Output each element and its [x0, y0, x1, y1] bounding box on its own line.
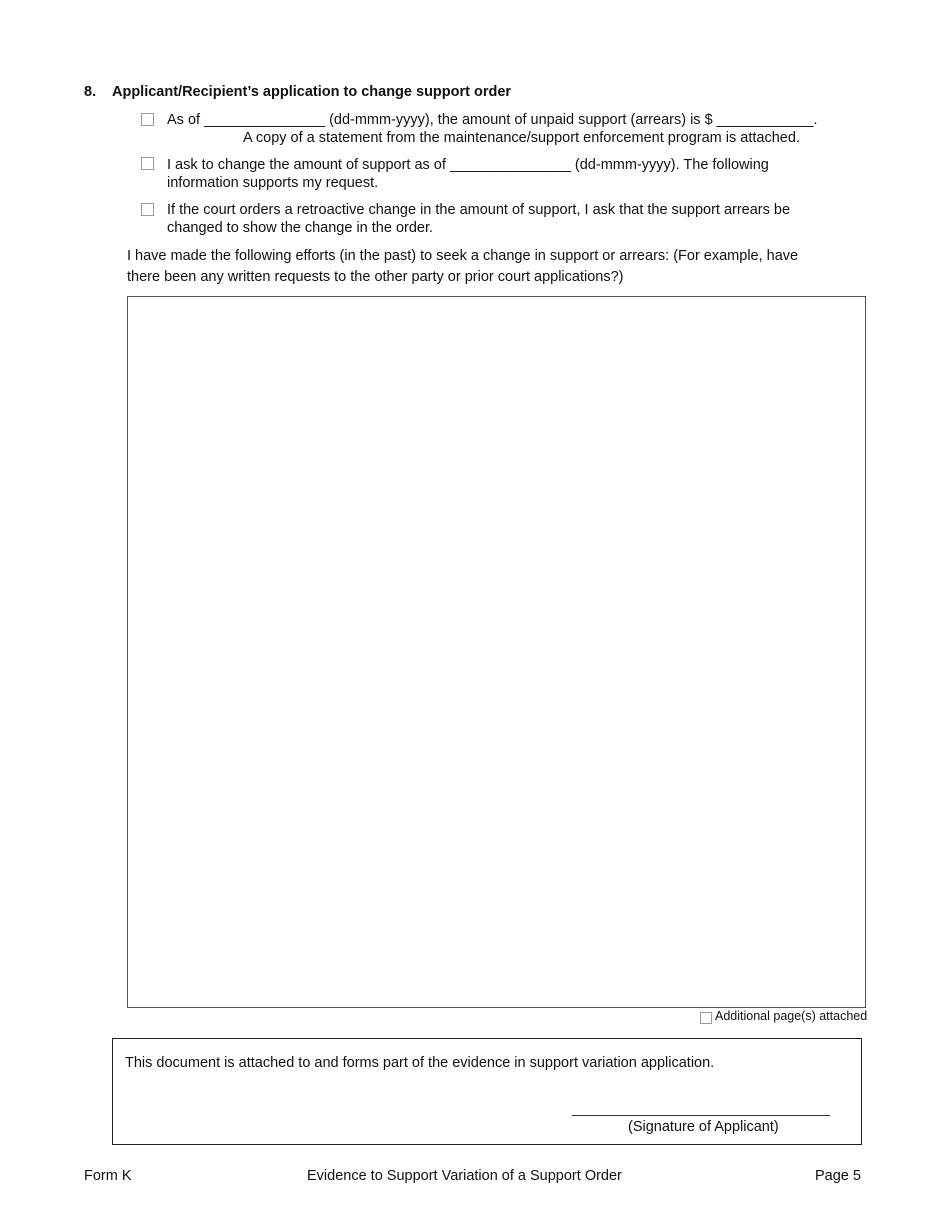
change-amount-option-line2: information supports my request.	[167, 175, 379, 191]
additional-pages-label: Additional page(s) attached	[715, 1009, 868, 1023]
retroactive-checkbox[interactable]	[141, 203, 154, 216]
section-heading	[84, 84, 511, 100]
efforts-prompt-line1: I have made the following efforts (in the past) to seek a change in support or arrears: (For example, have	[127, 248, 799, 264]
footer-page: Page 5	[815, 1168, 861, 1184]
change-amount-checkbox[interactable]	[141, 157, 154, 170]
change-amount-option-line1: I ask to change the amount of support as of _______________ (dd-mmm-yyyy). The following	[167, 157, 769, 173]
signature-label: (Signature of Applicant)	[628, 1119, 779, 1135]
retroactive-option-line1: If the court orders a retroactive change in the amount of support, I ask that the support arrears be	[167, 202, 791, 218]
efforts-text-area[interactable]	[127, 296, 866, 1008]
signature-line[interactable]	[572, 1115, 830, 1116]
arrears-option-line1: As of _______________ (dd-mmm-yyyy), the amount of unpaid support (arrears) is $ ____________.	[167, 112, 818, 128]
footer-form: Form K	[84, 1168, 132, 1184]
retroactive-option-line2: changed to show the change in the order.	[167, 220, 434, 236]
footer-title: Evidence to Support Variation of a Support Order	[307, 1168, 622, 1184]
additional-pages-checkbox[interactable]	[700, 1012, 712, 1024]
efforts-prompt-line2: there been any written requests to the other party or prior court applications?)	[127, 269, 624, 285]
attestation-text: This document is attached to and forms part of the evidence in support variation application.	[125, 1055, 715, 1071]
arrears-checkbox[interactable]	[141, 113, 154, 126]
arrears-option-line2: A copy of a statement from the maintenance/support enforcement program is attached.	[243, 130, 800, 146]
section-number: 8.	[84, 84, 97, 100]
section-title: Applicant/Recipient’s application to change support order	[112, 84, 512, 100]
